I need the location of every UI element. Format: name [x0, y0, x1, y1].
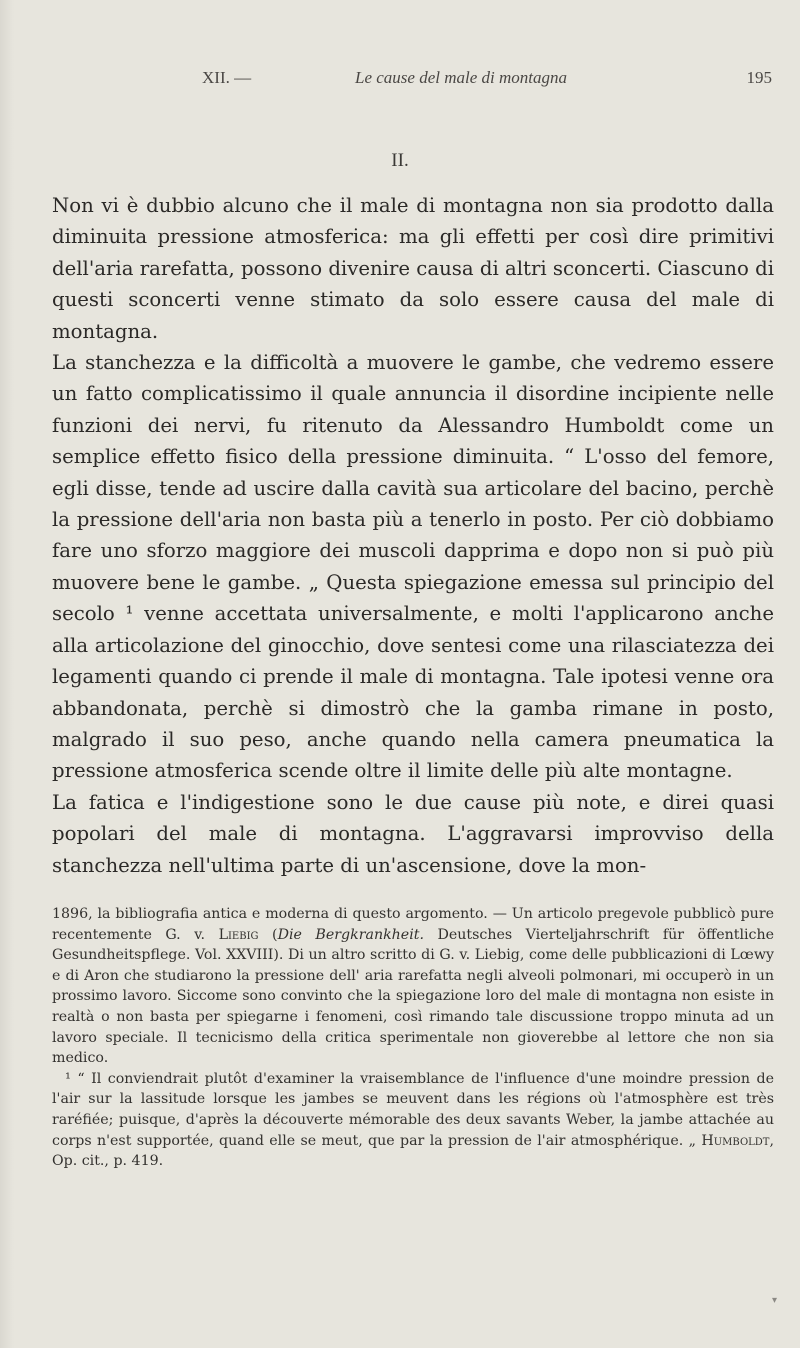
page-edge-shadow — [0, 0, 14, 1348]
paragraph: La stanchezza e la difficoltà a muovere le gambe, che vedremo essere un fatto complicatissimo il quale annuncia il disordine incipiente nelle funzioni dei nervi, fu ritenuto da Alessandro Humboldt come un semplice effetto fisico della pressione diminuita. “ L'osso del femore, egli disse, tende ad uscire dalla cavità sua articolare del bacino, perchè la pressione dell'aria non basta più a tenerlo in posto. Per ciò dobbiamo fare uno sforzo maggiore dei muscoli dapprima e dopo non si può più muovere bene le gambe. „ Questa spiegazione emessa sul principio del secolo ¹ venne accettata universalmente, e molti l'applicarono anche alla articolazione del ginocchio, dove sentesi come una rilasciatezza dei legamenti quando ci prende il male di montagna. Tale ipotesi venne ora abbandonata, perchè si dimostrò che la gamba rimane in posto, malgrado il suo peso, anche quando nella camera pneumatica la pressione atmosferica scende oltre il limite delle più alte montagne. — [52, 351, 774, 783]
paragraph: La fatica e l'indigestione sono le due cause più note, e direi quasi popolari del male di montagna. L'aggravarsi improvviso della stanchezza nell'ultima parte di un'ascensione, dove la mon- — [52, 790, 774, 877]
footnote-continued: 1896, la bibliografia antica e moderna di questo argomento. — Un articolo pregevole pubblicò pure recentemente G. v. Liebig (Die Bergkrankheit. Deutsches Vierteljahrschrift für öffentliche Gesundheitspflege. Vol. XXVIII). Di un altro scritto di G. v. Liebig, come delle pubblicazioni di Lœwy e di Aron che studiarono la pressione dell' aria rarefatta negli alveoli polmonari, mi occuperò in un prossimo lavoro. Siccome sono convinto che la spiegazione loro del male di montagna non esiste in realtà o non basta per spiegarne i fenomeni, così rimando tale discussione troppo minuta ad un lavoro speciale. Il tecnicismo della critica sperimentale non gioverebbe al lettore che non sia medico. — [52, 906, 775, 1067]
footnote-1: ¹ “ Il conviendrait plutôt d'examiner la vraisemblance de l'influence d'une moindre pression de l'air sur la lassitude lorsque les jambes se meuvent dans les régions où l'atmosphère est très raréfiée; puisque, d'après la découverte mémorable des deux savants Weber, la jambe attachée au corps n'est supportée, quand elle se meut, que par la pression de l'air atmosphérique. „ Humboldt, Op. cit., p. 419. — [52, 1070, 774, 1170]
header-page-number: 195 — [746, 68, 772, 87]
running-header — [150, 68, 772, 92]
footnotes — [52, 904, 774, 1172]
footnote-author: Liebig — [218, 926, 259, 943]
printer-mark: ▾ — [772, 1295, 778, 1306]
footnote-work-title: Die Bergkrankheit. — [277, 926, 424, 943]
header-title: Le cause del male di montagna — [355, 68, 567, 87]
footnote-author: Humboldt — [701, 1132, 770, 1149]
section-heading: II. — [391, 150, 409, 171]
footnote-marker: ¹ — [65, 1070, 71, 1087]
main-text — [52, 190, 774, 881]
header-chapter: XII. — — [202, 68, 252, 87]
paragraph: Non vi è dubbio alcuno che il male di montagna non sia prodotto dalla diminuita pressione atmosferica: ma gli effetti per così dire primitivi dell'aria rarefatta, possono divenire causa di altri sconcerti. Ciascuno di questi sconcerti venne stimato da solo essere causa del male di montagna. — [52, 194, 774, 343]
